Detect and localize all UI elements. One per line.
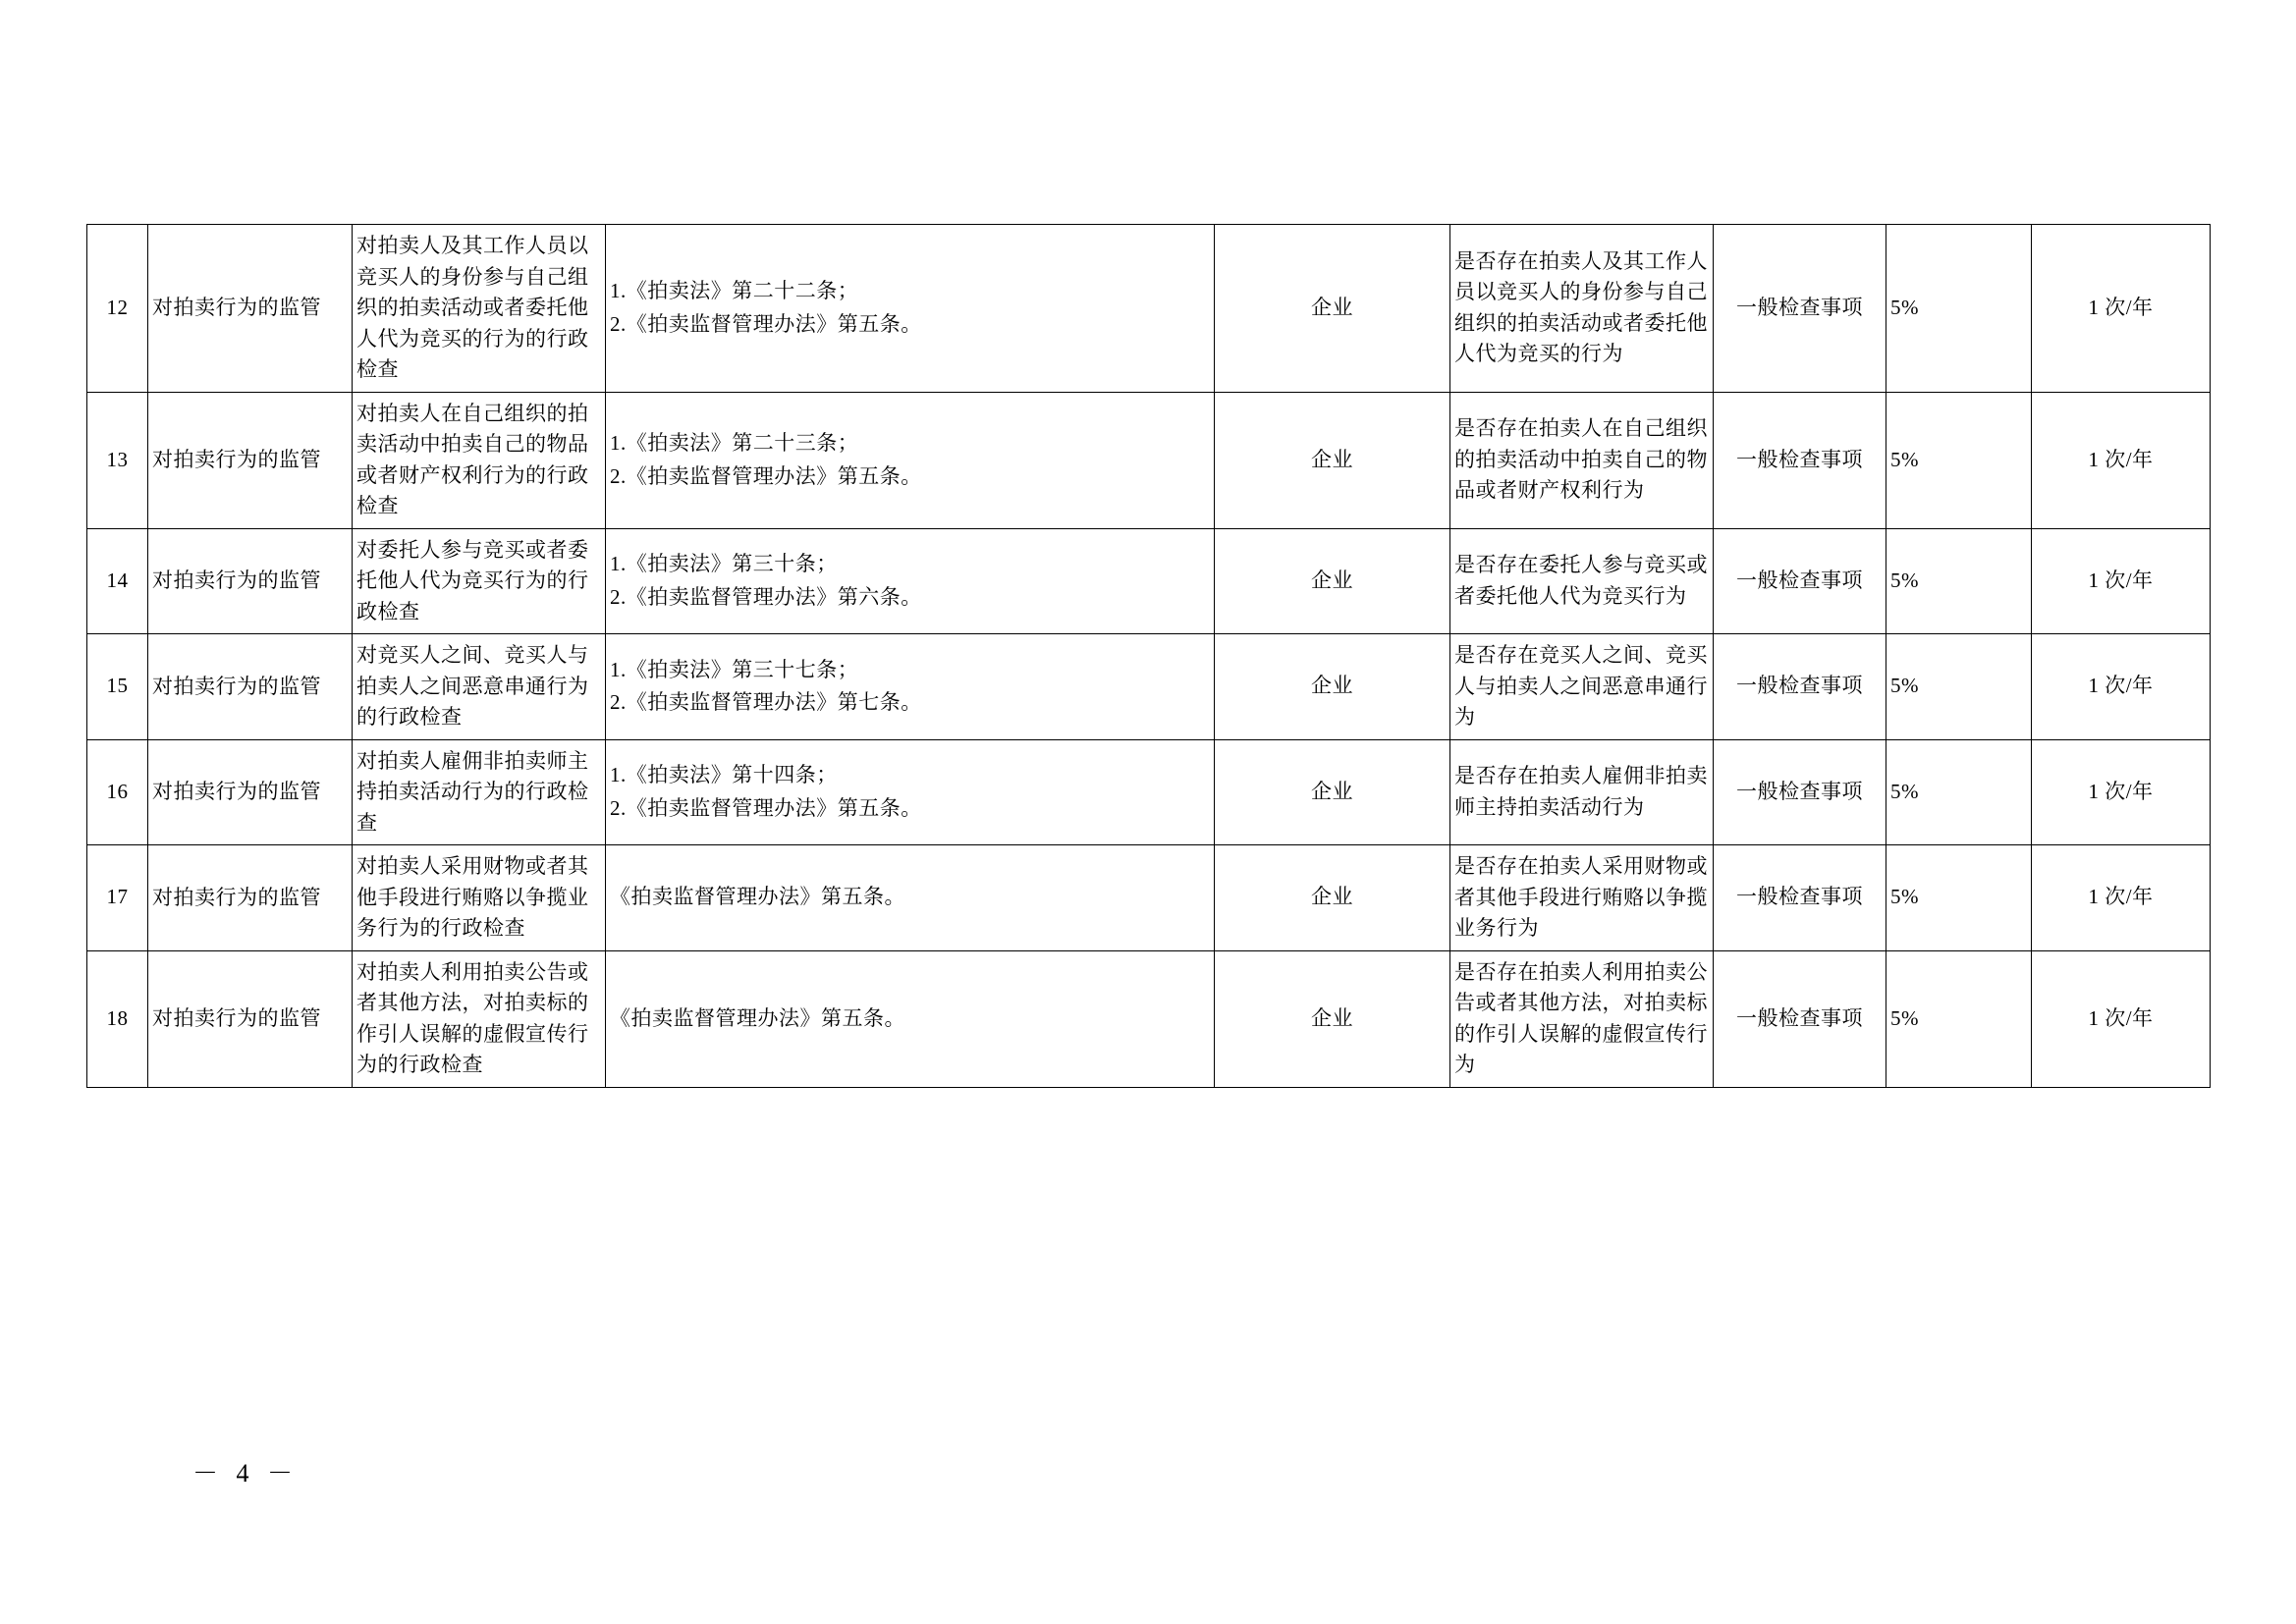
cell-type: 一般检查事项 — [1714, 528, 1886, 634]
cell-content: 对竞买人之间、竞买人与拍卖人之间恶意串通行为的行政检查 — [353, 634, 606, 740]
cell-index: 18 — [87, 950, 148, 1087]
table-row — [87, 634, 2211, 740]
cell-point: 是否存在拍卖人采用财物或者其他手段进行贿赂以争揽业务行为 — [1450, 845, 1714, 951]
basis-line: 1.《拍卖法》第十四条； — [610, 763, 838, 787]
cell-type: 一般检查事项 — [1714, 739, 1886, 845]
cell-basis — [606, 634, 1215, 740]
table-row — [87, 845, 2211, 951]
basis-line: 1.《拍卖法》第二十三条； — [610, 430, 859, 455]
cell-object: 企业 — [1215, 739, 1450, 845]
table-body — [87, 225, 2211, 1088]
cell-basis — [606, 845, 1215, 951]
cell-object: 企业 — [1215, 528, 1450, 634]
cell-frequency: 1 次/年 — [2032, 392, 2211, 528]
basis-line: 2.《拍卖监督管理办法》第六条。 — [610, 584, 922, 609]
cell-type: 一般检查事项 — [1714, 845, 1886, 951]
cell-index: 17 — [87, 845, 148, 951]
cell-index: 15 — [87, 634, 148, 740]
cell-index: 16 — [87, 739, 148, 845]
cell-basis — [606, 225, 1215, 393]
table-row — [87, 950, 2211, 1087]
cell-ratio: 5% — [1886, 634, 2032, 740]
cell-point: 是否存在委托人参与竞买或者委托他人代为竞买行为 — [1450, 528, 1714, 634]
cell-object: 企业 — [1215, 392, 1450, 528]
cell-content: 对拍卖人及其工作人员以竞买人的身份参与自己组织的拍卖活动或者委托他人代为竞买的行为的行政检查 — [353, 225, 606, 393]
cell-item: 对拍卖行为的监管 — [148, 528, 353, 634]
cell-ratio: 5% — [1886, 528, 2032, 634]
table-row — [87, 225, 2211, 393]
cell-ratio: 5% — [1886, 392, 2032, 528]
cell-frequency: 1 次/年 — [2032, 845, 2211, 951]
basis-line: 1.《拍卖法》第三十七条； — [610, 657, 859, 681]
cell-content: 对拍卖人雇佣非拍卖师主持拍卖活动行为的行政检查 — [353, 739, 606, 845]
cell-ratio: 5% — [1886, 225, 2032, 393]
cell-basis — [606, 392, 1215, 528]
cell-ratio: 5% — [1886, 950, 2032, 1087]
cell-item: 对拍卖行为的监管 — [148, 634, 353, 740]
cell-index: 12 — [87, 225, 148, 393]
basis-line: 1.《拍卖法》第二十二条； — [610, 279, 859, 303]
cell-object: 企业 — [1215, 634, 1450, 740]
cell-point: 是否存在拍卖人及其工作人员以竞买人的身份参与自己组织的拍卖活动或者委托他人代为竞买的行为 — [1450, 225, 1714, 393]
cell-index: 14 — [87, 528, 148, 634]
cell-item: 对拍卖行为的监管 — [148, 845, 353, 951]
cell-content: 对委托人参与竞买或者委托他人代为竞买行为的行政检查 — [353, 528, 606, 634]
cell-point: 是否存在拍卖人雇佣非拍卖师主持拍卖活动行为 — [1450, 739, 1714, 845]
cell-item: 对拍卖行为的监管 — [148, 739, 353, 845]
page-number: － 4 － — [192, 1459, 300, 1488]
cell-type: 一般检查事项 — [1714, 950, 1886, 1087]
table-row — [87, 392, 2211, 528]
cell-basis — [606, 528, 1215, 634]
cell-frequency: 1 次/年 — [2032, 739, 2211, 845]
cell-frequency: 1 次/年 — [2032, 950, 2211, 1087]
basis-line: 2.《拍卖监督管理办法》第五条。 — [610, 311, 922, 336]
basis-line: 2.《拍卖监督管理办法》第五条。 — [610, 463, 922, 488]
cell-item: 对拍卖行为的监管 — [148, 225, 353, 393]
cell-content: 对拍卖人在自己组织的拍卖活动中拍卖自己的物品或者财产权利行为的行政检查 — [353, 392, 606, 528]
cell-point: 是否存在竞买人之间、竞买人与拍卖人之间恶意串通行为 — [1450, 634, 1714, 740]
cell-object: 企业 — [1215, 845, 1450, 951]
cell-index: 13 — [87, 392, 148, 528]
basis-line: 2.《拍卖监督管理办法》第五条。 — [610, 795, 922, 820]
table-row — [87, 739, 2211, 845]
cell-ratio: 5% — [1886, 845, 2032, 951]
inspection-items-table — [86, 224, 2211, 1088]
cell-frequency: 1 次/年 — [2032, 225, 2211, 393]
cell-type: 一般检查事项 — [1714, 634, 1886, 740]
basis-line: 2.《拍卖监督管理办法》第七条。 — [610, 690, 922, 715]
cell-type: 一般检查事项 — [1714, 392, 1886, 528]
cell-frequency: 1 次/年 — [2032, 634, 2211, 740]
cell-item: 对拍卖行为的监管 — [148, 392, 353, 528]
basis-line: 《拍卖监督管理办法》第五条。 — [610, 1005, 905, 1030]
cell-point: 是否存在拍卖人在自己组织的拍卖活动中拍卖自己的物品或者财产权利行为 — [1450, 392, 1714, 528]
cell-object: 企业 — [1215, 950, 1450, 1087]
inspection-items-table-wrapper — [86, 224, 2210, 1088]
cell-type: 一般检查事项 — [1714, 225, 1886, 393]
cell-frequency: 1 次/年 — [2032, 528, 2211, 634]
cell-point: 是否存在拍卖人利用拍卖公告或者其他方法，对拍卖标的作引人误解的虚假宣传行为 — [1450, 950, 1714, 1087]
cell-ratio: 5% — [1886, 739, 2032, 845]
basis-line: 《拍卖监督管理办法》第五条。 — [610, 885, 905, 909]
cell-basis — [606, 739, 1215, 845]
basis-line: 1.《拍卖法》第三十条； — [610, 552, 838, 576]
cell-content: 对拍卖人采用财物或者其他手段进行贿赂以争揽业务行为的行政检查 — [353, 845, 606, 951]
cell-item: 对拍卖行为的监管 — [148, 950, 353, 1087]
cell-content: 对拍卖人利用拍卖公告或者其他方法，对拍卖标的作引人误解的虚假宣传行为的行政检查 — [353, 950, 606, 1087]
cell-basis — [606, 950, 1215, 1087]
cell-object: 企业 — [1215, 225, 1450, 393]
table-row — [87, 528, 2211, 634]
